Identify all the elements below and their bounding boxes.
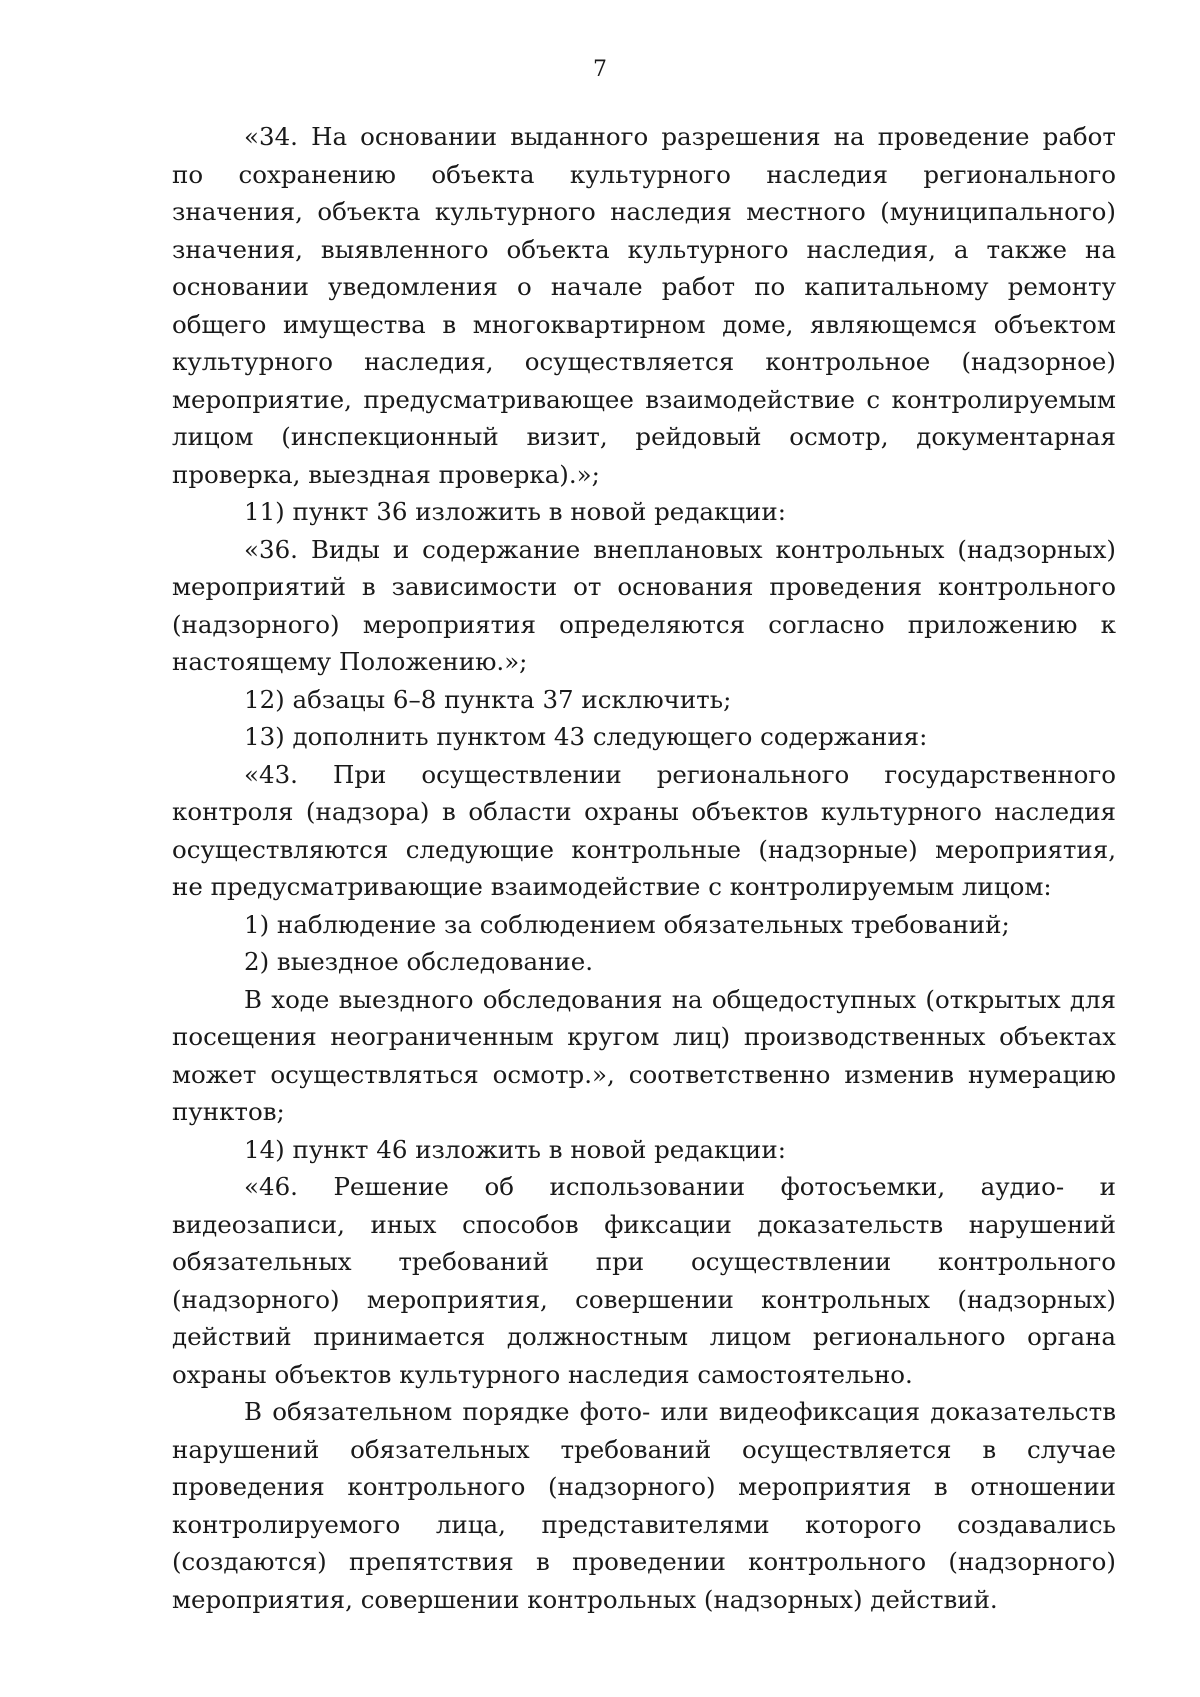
paragraph-mandatory-fixation: В обязательном порядке фото- или видеофиксация доказательств нарушений обязательных требований осуществляется в случае проведения контрольного (надзорного) мероприятия в отношении контролируемого лица, представителями которого создавались (создаются) препятствия в проведении контрольного (надзорного) мероприятия, совершении контрольных (надзорных) действий. (172, 1397, 1116, 1614)
paragraph-list-item-2: 2) выездное обследование. (244, 947, 594, 976)
paragraph-amendment-13: 13) дополнить пунктом 43 следующего содержания: (244, 722, 928, 751)
paragraph-item-36: «36. Виды и содержание внеплановых контрольных (надзорных) мероприятий в зависимости от основания проведения контрольного (надзорного) мероприятия определяются согласно приложению к настоящему Положению.»; (172, 534, 1116, 676)
paragraph-list-item-1: 1) наблюдение за соблюдением обязательных требований; (244, 909, 1010, 939)
paragraph-item-46: «46. Решение об использовании фотосъемки, аудио- и видеозаписи, иных способов фиксации доказательств нарушений обязательных требований при осуществлении контрольного (надзорного) мероприятия, совершении контрольных (надзорных) действий принимается должностным лицом регионального органа охраны объектов культурного наследия самостоятельно. (172, 1172, 1116, 1389)
page-number: 7 (593, 57, 607, 82)
document-body (172, 118, 1116, 1618)
paragraph-item-43: «43. При осуществлении регионального государственного контроля (надзора) в области охраны объектов культурного наследия осуществляются следующие контрольные (надзорные) мероприятия, не предусматривающие взаимодействие с контролируемым лицом: (172, 759, 1116, 901)
paragraph-amendment-12: 12) абзацы 6–8 пункта 37 исключить; (244, 684, 732, 714)
paragraph-inspection-note: В ходе выездного обследования на общедоступных (открытых для посещения неограниченным кругом лиц) производственных объектах может осуществляться осмотр.», соответственно изменив нумерацию пунктов; (172, 984, 1116, 1126)
paragraph-amendment-11: 11) пункт 36 изложить в новой редакции: (244, 497, 786, 526)
paragraph-amendment-14: 14) пункт 46 изложить в новой редакции: (244, 1134, 786, 1164)
paragraph-item-34: «34. На основании выданного разрешения на проведение работ по сохранению объекта культурного наследия регионального значения, объекта культурного наследия местного (муниципального) значения, выявленного объекта культурного наследия, а также на основании уведомления о начале работ по капитальному ремонту общего имущества в многоквартирном доме, являющемся объектом культурного наследия, осуществляется контрольное (надзорное) мероприятие, предусматривающее взаимодействие с контролируемым лицом (инспекционный визит, рейдовый осмотр, документарная проверка, выездная проверка).»; (172, 122, 1116, 489)
